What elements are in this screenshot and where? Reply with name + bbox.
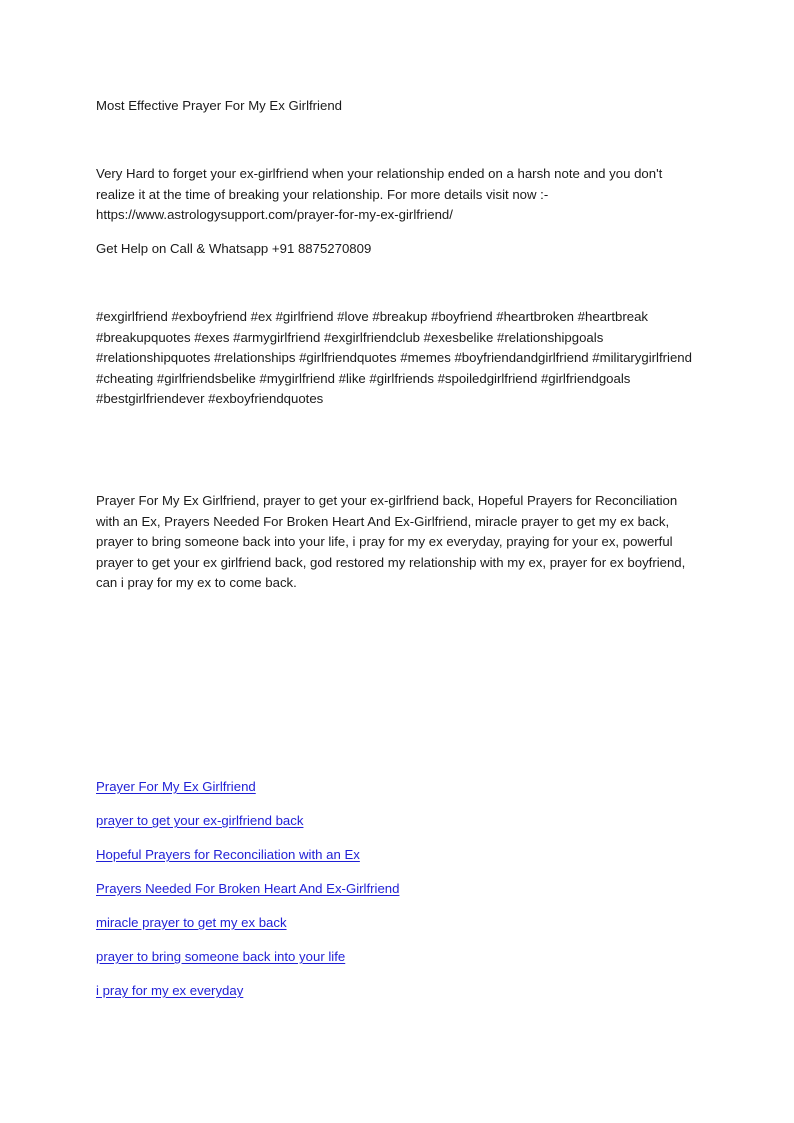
link-i-pray-for-my-ex-everyday[interactable]: i pray for my ex everyday bbox=[96, 983, 244, 998]
keywords-paragraph: Prayer For My Ex Girlfriend, prayer to get your ex-girlfriend back, Hopeful Prayers for Reconciliation with an Ex, Prayers Needed For Broken Heart And Ex-Girlfriend, miracle prayer to get my ex back, prayer to bring someone back into your life, i pray for my ex everyday, praying for your ex, powerful prayer to get your ex girlfriend back, god restored my relationship with my ex, prayer for ex boyfriend, can i pray for my ex to come back. bbox=[96, 493, 686, 591]
link-item bbox=[96, 947, 696, 981]
link-item bbox=[96, 981, 696, 1015]
document-title: Most Effective Prayer For My Ex Girlfriend bbox=[96, 98, 342, 113]
link-prayer-to-get-ex-girlfriend-back[interactable]: prayer to get your ex-girlfriend back bbox=[96, 813, 304, 828]
hashtags-paragraph: #exgirlfriend #exboyfriend #ex #girlfriend #love #breakup #boyfriend #heartbroken #heartbreak #breakupquotes #exes #armygirlfriend #exgirlfriendclub #exesbelike #relationshipgoals #relationshipquotes #relationships #girlfriendquotes #memes #boyfriendandgirlfriend #militarygirlfriend #cheating #girlfriendsbelike #mygirlfriend #like #girlfriends #spoiledgirlfriend #girlfriendgoals #bestgirlfriendever #exboyfriendquotes bbox=[96, 309, 692, 407]
link-item bbox=[96, 845, 696, 879]
link-prayers-broken-heart[interactable]: Prayers Needed For Broken Heart And Ex-Girlfriend bbox=[96, 881, 400, 896]
link-hopeful-prayers-reconciliation[interactable]: Hopeful Prayers for Reconciliation with an Ex bbox=[96, 847, 360, 862]
link-prayer-for-my-ex-girlfriend[interactable]: Prayer For My Ex Girlfriend bbox=[96, 779, 256, 794]
link-list bbox=[96, 777, 696, 1015]
link-item bbox=[96, 811, 696, 845]
intro-paragraph: Very Hard to forget your ex-girlfriend when your relationship ended on a harsh note and you don't realize it at the time of breaking your relationship. For more details visit now :- https://www.astrologysupport.com/prayer-for-my-ex-girlfriend/ bbox=[96, 166, 663, 223]
link-item bbox=[96, 777, 696, 811]
contact-paragraph: Get Help on Call & Whatsapp +91 8875270809 bbox=[96, 241, 372, 256]
link-prayer-bring-someone-back[interactable]: prayer to bring someone back into your life bbox=[96, 949, 346, 964]
link-item bbox=[96, 879, 696, 913]
link-miracle-prayer[interactable]: miracle prayer to get my ex back bbox=[96, 915, 287, 930]
link-item bbox=[96, 913, 696, 947]
